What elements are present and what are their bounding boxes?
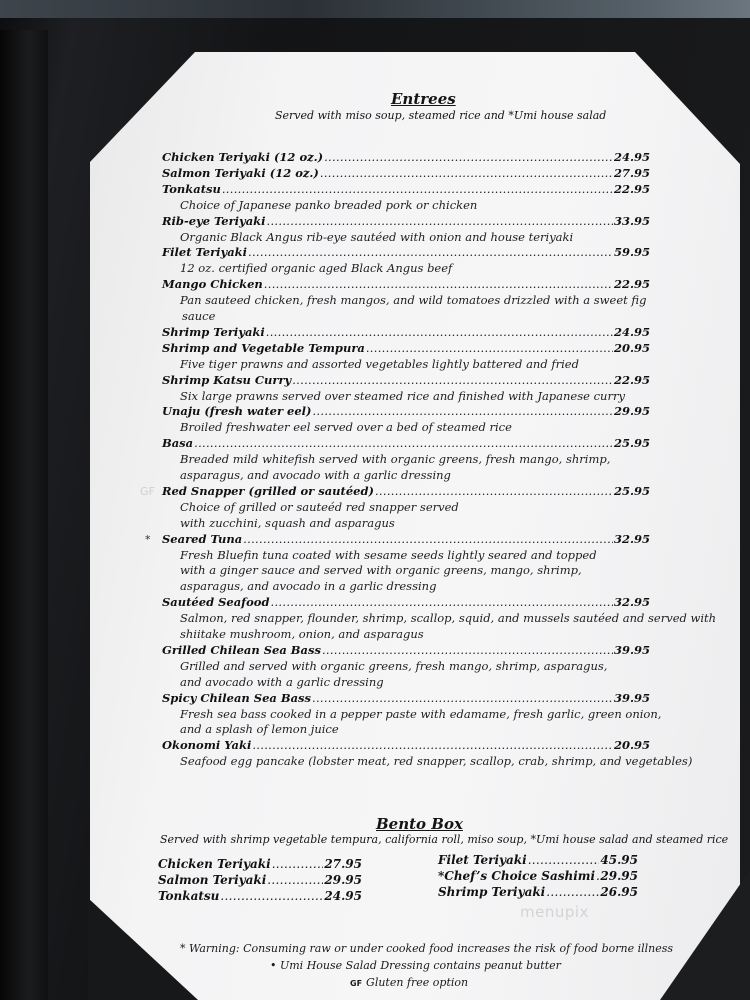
dot-leader — [596, 869, 599, 883]
dot-leader — [312, 404, 613, 418]
item-price: 24.95 — [613, 324, 650, 339]
item-description: and avocado with a garlic dressing — [180, 674, 384, 689]
footer-warning: * Warning: Consuming raw or under cooked food increases the risk of food borne illness — [180, 942, 674, 955]
dot-leader — [375, 484, 613, 498]
item-description: Organic Black Angus rib-eye sautéed with onion and house teriyaki — [180, 229, 574, 244]
dot-leader — [312, 691, 613, 705]
item-description: 12 oz. certified organic aged Black Angus beef — [180, 261, 453, 276]
gf-text: Gluten free option — [366, 976, 469, 989]
dot-leader — [366, 341, 613, 355]
bento-subtitle: Served with shrimp vegetable tempura, california roll, miso soup, *Umi house salad and steamed rice — [160, 833, 729, 846]
item-name: Grilled Chilean Sea Bass — [162, 642, 321, 657]
entrees-subtitle: Served with miso soup, steamed rice and *Umi house salad — [275, 109, 607, 122]
item-description: Salmon, red snapper, flounder, shrimp, scallop, squid, and mussels sautéed and served with — [180, 611, 717, 626]
item-price: 20.95 — [613, 738, 650, 753]
menu-item — [162, 150, 650, 164]
item-name: Okonomi Yaki — [162, 738, 252, 753]
menu-item — [162, 245, 650, 259]
item-price: 24.95 — [324, 889, 362, 903]
menu-item — [438, 869, 638, 883]
item-price: 39.95 — [613, 642, 650, 657]
item-price: 29.95 — [324, 873, 362, 887]
item-name: Shrimp Teriyaki — [438, 885, 546, 899]
item-name: Chicken Teriyaki — [158, 857, 271, 871]
item-price: 59.95 — [613, 245, 650, 260]
item-description: Six large prawns served over steamed rice and finished with Japanese curry — [180, 388, 625, 403]
dot-leader — [243, 532, 613, 546]
item-name: Filet Teriyaki — [162, 245, 247, 260]
menu-item — [162, 691, 650, 705]
item-description: sauce — [182, 309, 216, 323]
item-name: Sautéed Seafood — [162, 595, 270, 610]
menu-item — [438, 885, 638, 899]
entrees-title: Entrees — [391, 90, 456, 108]
menu-item — [162, 484, 650, 498]
dot-leader — [264, 277, 613, 291]
menu-item — [162, 436, 650, 450]
dot-leader — [528, 853, 600, 867]
item-description: Five tiger prawns and assorted vegetables lightly battered and fried — [180, 356, 579, 371]
menu-item — [162, 182, 650, 196]
dot-leader — [546, 885, 599, 899]
menu-item — [162, 325, 650, 339]
dot-leader — [248, 245, 613, 259]
item-price: 26.95 — [600, 885, 638, 899]
item-marker: * — [145, 532, 151, 546]
item-price: 29.95 — [600, 869, 638, 883]
item-price: 25.95 — [613, 436, 650, 451]
item-name: Mango Chicken — [162, 277, 263, 292]
menu-item — [162, 277, 650, 291]
menu-spine — [0, 30, 48, 1000]
item-description: Seafood egg pancake (lobster meat, red snapper, scallop, crab, shrimp, and vegetables) — [180, 754, 693, 769]
item-name: Unaju (fresh water eel) — [162, 404, 312, 419]
dot-leader — [320, 166, 613, 180]
item-description: Choice of grilled or sauteéd red snapper served — [180, 499, 459, 514]
footer-dressing-note: • Umi House Salad Dressing contains peanut butter — [270, 959, 561, 972]
item-name: Chicken Teriyaki (12 oz.) — [162, 150, 324, 164]
item-description: shiitake mushroom, onion, and asparagus — [180, 627, 424, 641]
item-name: Rib-eye Teriyaki — [162, 213, 266, 228]
menu-item — [438, 853, 638, 867]
item-name: Salmon Teriyaki (12 oz.) — [162, 165, 319, 180]
item-price: 39.95 — [613, 690, 650, 705]
menu-item — [158, 873, 362, 887]
menu-item — [162, 373, 650, 387]
item-price: 22.95 — [613, 277, 650, 292]
item-price: 45.95 — [600, 853, 638, 867]
item-price: 22.95 — [613, 372, 650, 387]
item-price: 33.95 — [613, 213, 650, 228]
footer-gluten-free — [350, 976, 468, 989]
item-name: Salmon Teriyaki — [158, 873, 267, 887]
dot-leader — [194, 436, 613, 450]
item-description: Grilled and served with organic greens, fresh mango, shrimp, asparagus, — [180, 658, 608, 673]
item-description: Fresh Bluefin tuna coated with sesame seeds lightly seared and topped — [180, 547, 597, 562]
dot-leader — [266, 325, 613, 339]
dot-leader — [292, 373, 613, 387]
bento-title: Bento Box — [376, 815, 463, 833]
item-name: Tonkatsu — [158, 889, 220, 903]
item-price: 32.95 — [613, 595, 650, 610]
item-price: 24.95 — [613, 150, 650, 164]
menu-item — [162, 341, 650, 355]
dot-leader — [222, 182, 613, 196]
item-price: 25.95 — [613, 483, 650, 498]
item-name: Basa — [162, 436, 194, 451]
menu-item — [162, 166, 650, 180]
item-name: *Chef’s Choice Sashimi — [438, 869, 596, 883]
item-description: with zucchini, squash and asparagus — [180, 515, 395, 530]
menu-item — [162, 595, 650, 609]
item-price: 27.95 — [324, 857, 362, 871]
item-price: 22.95 — [613, 181, 650, 196]
item-name: Filet Teriyaki — [438, 853, 527, 867]
item-description: Breaded mild whitefish served with organic greens, fresh mango, shrimp, — [180, 452, 611, 467]
item-description: Broiled freshwater eel served over a bed of steamed rice — [180, 420, 512, 435]
dot-leader — [267, 873, 323, 887]
item-name: Shrimp and Vegetable Tempura — [162, 340, 365, 355]
menu-item — [162, 404, 650, 418]
gf-marker: GF — [350, 979, 363, 988]
item-price: 29.95 — [613, 404, 650, 419]
item-name: Shrimp Katsu Curry — [162, 372, 292, 387]
item-name: Red Snapper (grilled or sautéed) — [162, 483, 374, 498]
menu-item — [162, 643, 650, 657]
dot-leader — [267, 214, 613, 228]
item-description: with a ginger sauce and served with organic greens, mango, shrimp, — [180, 563, 582, 578]
item-name: Tonkatsu — [162, 181, 221, 196]
item-name: Seared Tuna — [162, 531, 243, 546]
item-marker: GF — [140, 484, 155, 498]
dot-leader — [252, 738, 613, 752]
dot-leader — [271, 595, 613, 609]
item-description: Pan sauteed chicken, fresh mangos, and wild tomatoes drizzled with a sweet fig — [180, 293, 647, 308]
item-description: Fresh sea bass cooked in a pepper paste with edamame, fresh garlic, green onion, — [180, 706, 662, 721]
item-description: asparagus, and avocado in a garlic dressing — [180, 579, 437, 594]
item-price: 27.95 — [613, 165, 650, 180]
item-price: 20.95 — [613, 340, 650, 355]
item-name: Spicy Chilean Sea Bass — [162, 690, 311, 705]
menu-item — [158, 857, 362, 871]
menu-item — [162, 214, 650, 228]
dot-leader — [322, 643, 613, 657]
item-description: Choice of Japanese panko breaded pork or chicken — [180, 197, 478, 212]
item-price: 32.95 — [613, 531, 650, 546]
watermark: menupix — [520, 903, 589, 921]
item-description: and a splash of lemon juice — [180, 722, 339, 737]
menu-item — [162, 738, 650, 752]
dot-leader — [272, 857, 324, 871]
menu-item — [162, 532, 650, 546]
item-name: Shrimp Teriyaki — [162, 324, 265, 339]
item-description: asparagus, and avocado with a garlic dressing — [180, 468, 451, 482]
dot-leader — [220, 889, 323, 903]
dot-leader — [324, 150, 613, 164]
menu-item — [158, 889, 362, 903]
